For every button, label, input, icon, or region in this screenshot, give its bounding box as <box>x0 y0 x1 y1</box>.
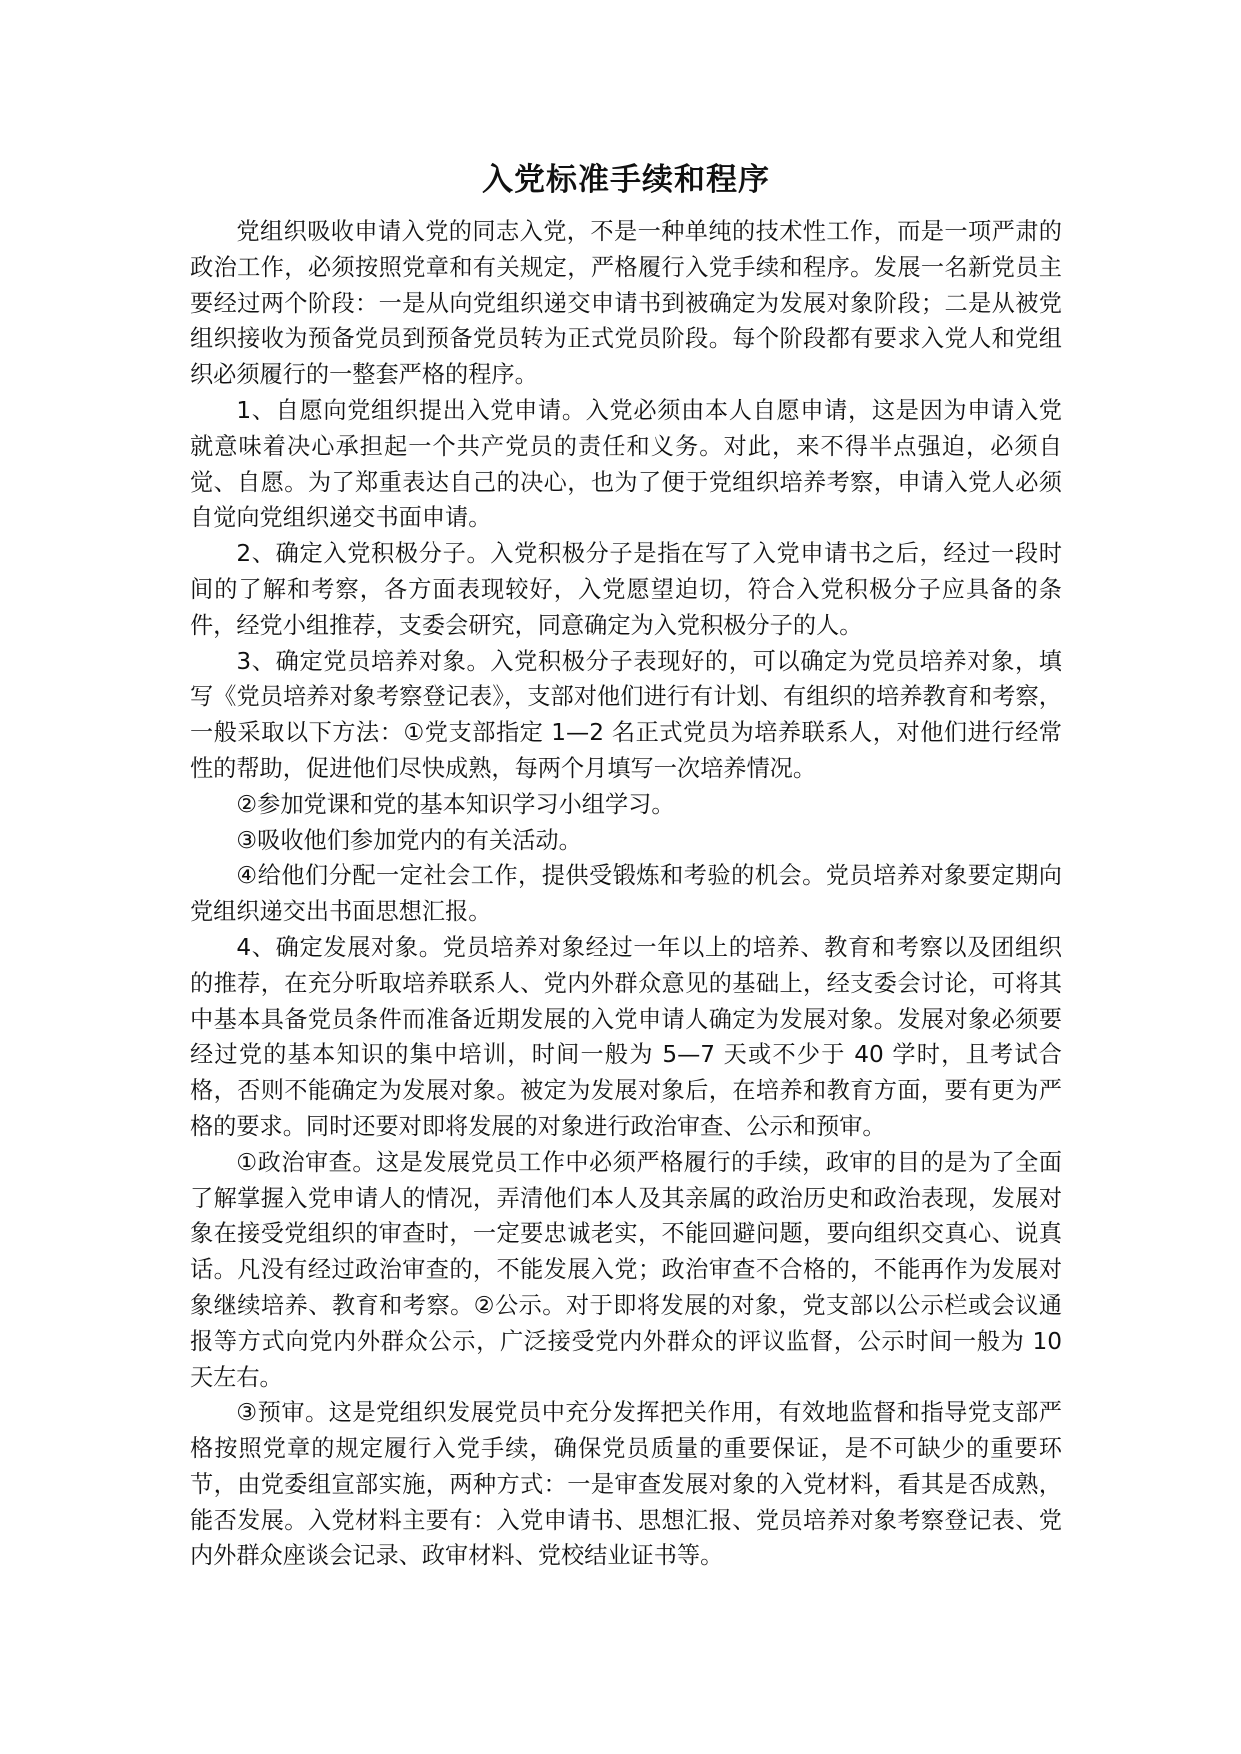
document-title: 入党标准手续和程序 <box>482 162 770 198</box>
paragraph-intro: 党组织吸收申请入党的同志入党，不是一种单纯的技术性工作，而是一项严肃的政治工作，必须按照党章和有关规定，严格履行入党手续和程序。发展一名新党员主要经过两个阶段：一是从向党组织递交申请书到被确定为发展对象阶段；二是从被党组织接收为预备党员到预备党员转为正式党员阶段。每个阶段都有要求入党人和党组织必须履行的一整套严格的程序。 <box>190 218 1062 389</box>
paragraph-step-3-item-3: ③吸收他们参加党内的有关活动。 <box>236 826 582 854</box>
paragraph-step-3-item-4: ④给他们分配一定社会工作，提供受锻炼和考验的机会。党员培养对象要定期向党组织递交出书面思想汇报。 <box>190 862 1062 926</box>
document-content <box>190 160 1062 1574</box>
paragraph-step-3-item-2: ②参加党课和党的基本知识学习小组学习。 <box>236 790 675 818</box>
paragraph-step-3: 3、确定党员培养对象。入党积极分子表现好的，可以确定为党员培养对象，填写《党员培养对象考察登记表》，支部对他们进行有计划、有组织的培养教育和考察，一般采取以下方法：①党支部指定 1—2 名正式党员为培养联系人，对他们进行经常性的帮助，促进他们尽快成熟，每两个月填写一次培养情况。 <box>190 647 1062 782</box>
paragraph-pre-review: ③预审。这是党组织发展党员中充分发挥把关作用，有效地监督和指导党支部严格按照党章的规定履行入党手续，确保党员质量的重要保证，是不可缺少的重要环节，由党委组宣部实施，两种方式：一是审查发展对象的入党材料，看其是否成熟，能否发展。入党材料主要有：入党申请书、思想汇报、党员培养对象考察登记表、党内外群众座谈会记录、政审材料、党校结业证书等。 <box>190 1399 1062 1570</box>
paragraph-step-1: 1、自愿向党组织提出入党申请。入党必须由本人自愿申请，这是因为申请入党就意味着决心承担起一个共产党员的责任和义务。对此，来不得半点强迫，必须自觉、自愿。为了郑重表达自己的决心，也为了便于党组织培养考察，申请入党人必须自觉向党组织递交书面申请。 <box>190 396 1062 532</box>
paragraph-political-review: ①政治审查。这是发展党员工作中必须严格履行的手续，政审的目的是为了全面了解掌握入党申请人的情况，弄清他们本人及其亲属的政治历史和政治表现，发展对象在接受党组织的审查时，一定要忠诚老实，不能回避问题，要向组织交真心、说真话。凡没有经过政治审查的，不能发展入党；政治审查不合格的，不能再作为发展对象继续培养、教育和考察。②公示。对于即将发展的对象，党支部以公示栏或会议通报等方式向党内外群众公示，广泛接受党内外群众的评议监督，公示时间一般为 10 天左右。 <box>190 1148 1062 1391</box>
paragraph-step-4: 4、确定发展对象。党员培养对象经过一年以上的培养、教育和考察以及团组织的推荐，在充分听取培养联系人、党内外群众意见的基础上，经支委会讨论，可将其中基本具备党员条件而准备近期发展的入党申请人确定为发展对象。发展对象必须要经过党的基本知识的集中培训，时间一般为 5—7 天或不少于 40 学时，且考试合格，否则不能确定为发展对象。被定为发展对象后，在培养和教育方面，要有更为严格的要求。同时还要对即将发展的对象进行政治审查、公示和预审。 <box>190 933 1062 1140</box>
paragraph-step-2: 2、确定入党积极分子。入党积极分子是指在写了入党申请书之后，经过一段时间的了解和考察，各方面表现较好，入党愿望迫切，符合入党积极分子应具备的条件，经党小组推荐，支委会研究，同意确定为入党积极分子的人。 <box>190 540 1062 639</box>
